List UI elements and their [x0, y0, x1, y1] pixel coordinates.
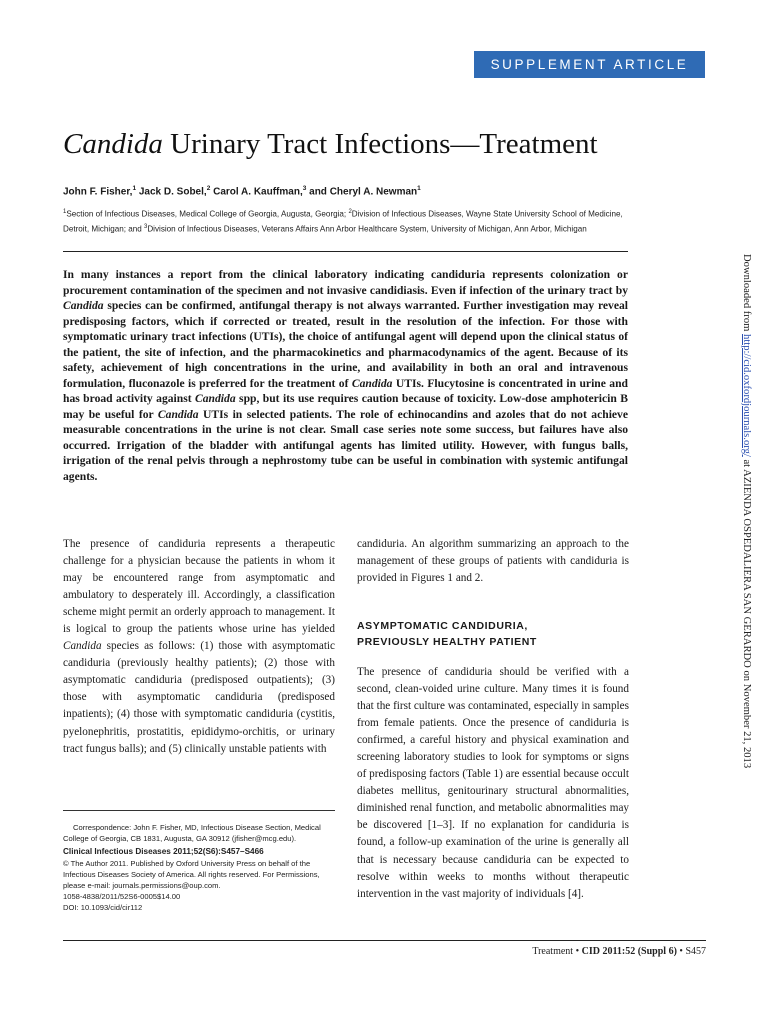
download-suffix: at AZIENDA OSPEDALIERA SAN GERARDO on November 21, 2013: [741, 456, 752, 769]
page-footer: [532, 946, 706, 957]
author-name: Jack D. Sobel,: [136, 186, 207, 198]
supplement-article-badge: SUPPLEMENT ARTICLE: [474, 51, 705, 78]
body-italic: Candida: [63, 640, 102, 653]
affil-sup: 3: [143, 224, 148, 231]
body-column-right-intro: candiduria. An algorithm summarizing an approach to the management of these groups of patients with candiduria is provided in Figures 1 and 2.: [357, 538, 629, 585]
issn-note: 1058-4838/2011/52S6-0005$14.00: [63, 892, 181, 902]
section-heading-line: ASYMPTOMATIC CANDIDURIA,: [357, 620, 528, 632]
footer-bullet-icon: •: [679, 946, 683, 957]
copyright-note: © The Author 2011. Published by Oxford University Press on behalf of the Infectious Diseases Society of America. All rights reserved. For Permissions, please e-mail: journals.permissions@oup.com.: [63, 858, 320, 891]
section-heading-line: PREVIOUSLY HEALTHY PATIENT: [357, 636, 537, 648]
author-list: [63, 185, 683, 197]
abstract: [63, 267, 628, 484]
body-column-right: The presence of candiduria should be verified with a second, clean-voided urine culture. Many times it is found that the first culture was contaminated, especially in samples from female patients. Once the presence of candiduria is confirmed, a careful history and physical examination and screening laboratory studies to look for symptoms or signs of predisposing factors (Table 1) are essential because occult diabetes mellitus, genitourinary structural abnormalities, diminished renal function, and metabolic abnormalities may be discovered [1–3]. If no explanation for candiduria is found, a follow-up examination of the urine is generally all that is necessary because candiduria can be expected to resolve within weeks to months without therapeutic intervention in the vast majority of individuals [4].: [357, 666, 629, 900]
abstract-italic: Candida: [195, 392, 236, 405]
affil-sup: 2: [348, 209, 352, 215]
affil-sup: 1: [63, 209, 67, 215]
author-affil-sup: 2: [206, 185, 211, 192]
body-text: The presence of candiduria represents a therapeutic challenge for a physician because the patients in whom it may be encountered range from asymptomatic and ambulatory to desperately ill. Accordingly, a classification scheme might permit an orderly approach to management. It is logical to group the patients whose urine has yielded: [63, 538, 335, 636]
download-note: [741, 254, 752, 768]
journal-citation: Clinical Infectious Diseases 2011;52(S6):S457–S466: [63, 847, 264, 857]
author-affil-sup: 3: [302, 185, 307, 192]
doi-note: DOI: 10.1093/cid/cir112: [63, 903, 143, 913]
abstract-text: UTIs in selected patients. The role of echinocandins and azoles that do not achieve measurable concentrations in the urine is not clear. Small case series note some success, but failures have also occurred. Irrigation of the bladder with antifungal agents has limited utility. However, with fungus balls, irrigation of the renal pelvis through a nephrostomy tube can be useful in combination with systemic antifungal agents.: [63, 407, 628, 483]
footer-bullet-icon: •: [575, 946, 580, 957]
header-divider: [63, 251, 628, 252]
abstract-italic: Candida: [351, 376, 393, 390]
affil-text: Section of Infectious Diseases, Medical College of Georgia, Augusta, Georgia;: [66, 209, 349, 219]
affiliations: [63, 206, 628, 236]
affil-text: Division of Infectious Diseases, Veterans Affairs Ann Arbor Healthcare System, University of Michigan, Ann Arbor, Michigan: [147, 224, 587, 234]
article-title: [63, 128, 683, 161]
journal-site-link[interactable]: http://cid.oxfordjournals.org/: [741, 334, 752, 457]
body-text: species as follows: (1) those with asymptomatic candiduria (previously healthy patients); (2) those with asymptomatic candiduria (predisposed outpatients); (3) those with asymptomatic candiduria (predisposed inpatients); (4) those with symptomatic candiduria (cystitis, pyelonephritis, prostatitis, epididymo-orchitis, or urinary tract fungus balls); and (5) clinically unstable patients with: [63, 640, 335, 755]
abstract-text: In many instances a report from the clinical laboratory indicating candiduria represents colonization or procurement contamination of the specimen and not invasive candidiasis. Even if infection of the urinary tract by: [63, 268, 628, 297]
abstract-italic: Candida: [157, 407, 199, 421]
body-column-left: [63, 536, 335, 758]
download-sidebar: [736, 254, 752, 794]
footnote-divider: [63, 810, 335, 811]
abstract-italic: Candida: [63, 299, 104, 312]
author-name: Carol A. Kauffman,: [210, 186, 303, 198]
footer-page-number: S457: [685, 946, 706, 957]
section-heading: [357, 618, 629, 650]
footer-section: Treatment: [532, 946, 574, 957]
title-rest: Urinary Tract Infections—Treatment: [162, 128, 598, 160]
download-prefix: Downloaded from: [741, 254, 752, 335]
affil-text: Division of Infectious Diseases, Wayne State University School of Medicine, Detroit, Michigan; and: [63, 209, 623, 234]
author-name: John F. Fisher,: [63, 186, 133, 198]
author-name: and Cheryl A. Newman: [306, 186, 418, 198]
footer-divider: [63, 940, 706, 941]
author-affil-sup: 1: [417, 185, 421, 192]
author-affil-sup: 1: [132, 185, 137, 192]
abstract-text: spp, but its use requires caution because of toxicity. Low-dose amphotericin B may be useful for: [63, 392, 628, 421]
abstract-text: UTIs. Flucytosine is concentrated in urine and has broad activity against: [63, 376, 629, 405]
footnote-block: [63, 822, 335, 914]
footer-journal: CID 2011:52 (Suppl 6): [581, 946, 677, 957]
correspondence-note: Correspondence: John F. Fisher, MD, Infectious Disease Section, Medical College of Georgia, CB 1831, Augusta, GA 30912 (jfisher@mcg.edu).: [63, 823, 321, 844]
title-italic-genus: Candida: [63, 128, 163, 160]
abstract-text: species can be confirmed, antifungal therapy is not always warranted. Further investigation may reveal predisposing factors, which if corrected or treated, result in the resolution of the infection. For those with symptomatic urinary tract infections (UTIs), the choice of antifungal agent will depend upon the clinical status of the patient, the site of infection, and the pharmacokinetics and pharmacodynamics of the agent. Because of its safety, achievement of high concentrations in the urine, and availability in both an oral and intravenous formulation, fluconazole is preferred for the treatment of: [63, 299, 628, 390]
